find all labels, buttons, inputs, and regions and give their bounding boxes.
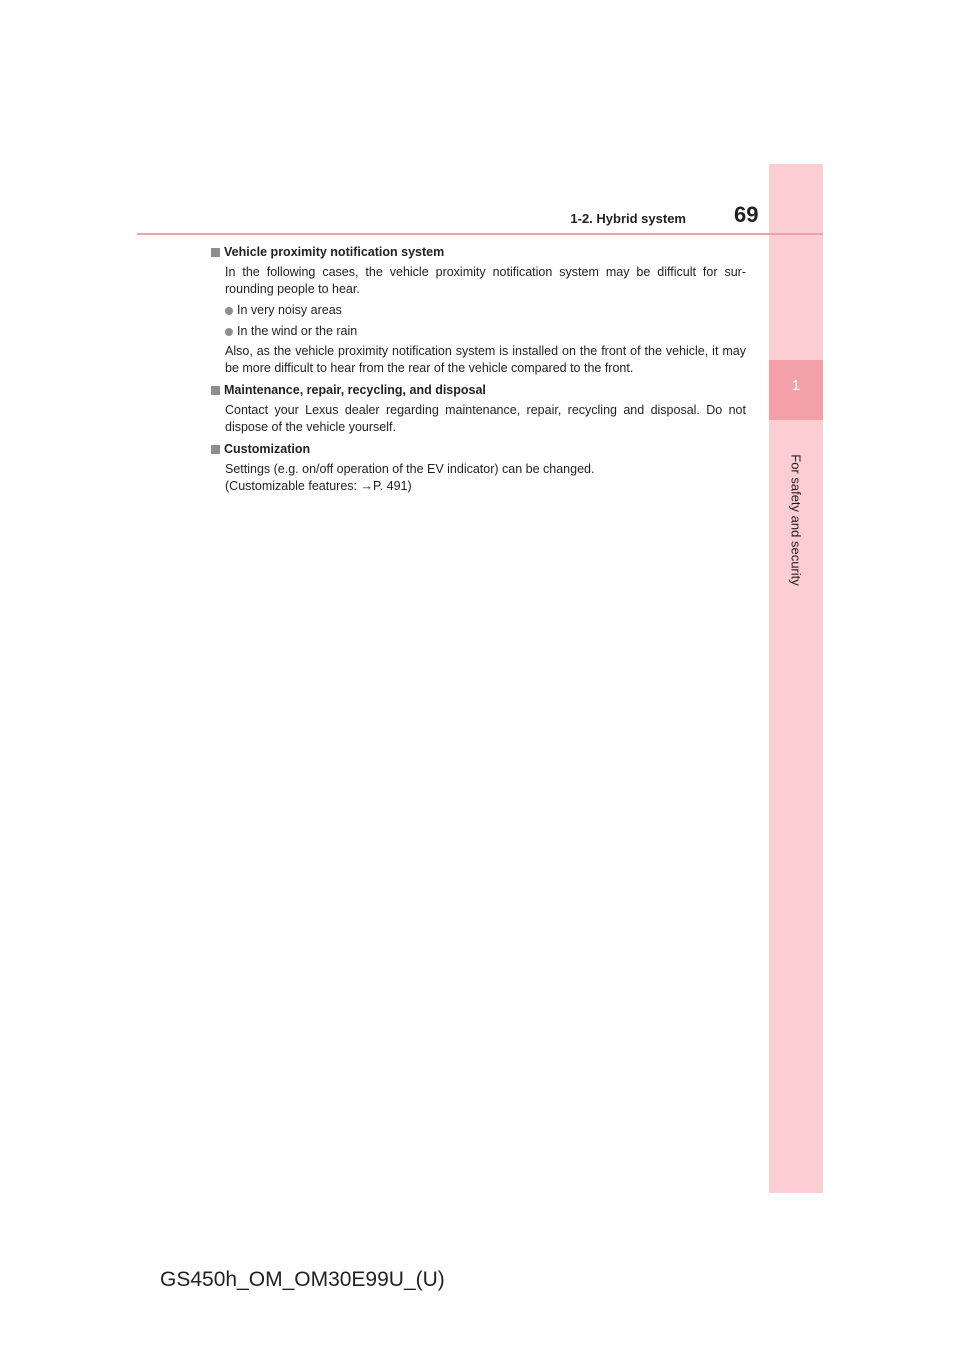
section-maintenance: [211, 381, 746, 436]
paragraph: Settings (e.g. on/off operation of the EV indicator) can be changed.: [225, 462, 595, 476]
section-heading: [211, 381, 746, 399]
square-bullet-icon: [211, 445, 220, 454]
list-item: [225, 323, 746, 340]
section-customization: [211, 440, 746, 495]
chapter-title: For safety and security: [788, 454, 804, 586]
paragraph: Contact your Lexus dealer regarding maintenance, repair, recycling and disposal. Do not dispose of the vehicle yourself.: [225, 403, 746, 434]
page-content: [211, 243, 746, 499]
page-reference[interactable]: (Customizable features: →P. 491): [225, 479, 412, 493]
section-heading: [211, 243, 746, 261]
section-heading-text: Customization: [224, 441, 311, 456]
list-item-text: In the wind or the rain: [237, 324, 358, 338]
round-bullet-icon: [225, 328, 233, 336]
paragraph: In the following cases, the vehicle proximity notification system may be difficult for sur-rounding people to hear.: [225, 265, 746, 296]
list-item: [225, 302, 746, 319]
section-heading: [211, 440, 746, 458]
round-bullet-icon: [225, 307, 233, 315]
section-heading-text: Vehicle proximity notification system: [224, 244, 445, 259]
paragraph: Also, as the vehicle proximity notification system is installed on the front of the vehicle, it may be more difficult to hear from the rear of the vehicle compared to the front.: [225, 344, 746, 375]
list-item-text: In very noisy areas: [237, 303, 342, 317]
header-divider: [137, 233, 823, 235]
section-title: 1-2. Hybrid system: [570, 211, 686, 226]
document-code: GS450h_OM_OM30E99U_(U): [160, 1268, 445, 1291]
square-bullet-icon: [211, 248, 220, 257]
square-bullet-icon: [211, 386, 220, 395]
section-vehicle-proximity: [211, 243, 746, 377]
page-number: 69: [734, 202, 759, 227]
chapter-side-tab: [769, 164, 823, 1193]
chapter-number-tab: [769, 360, 823, 420]
section-heading-text: Maintenance, repair, recycling, and disposal: [224, 382, 486, 397]
chapter-number: 1: [791, 377, 801, 394]
